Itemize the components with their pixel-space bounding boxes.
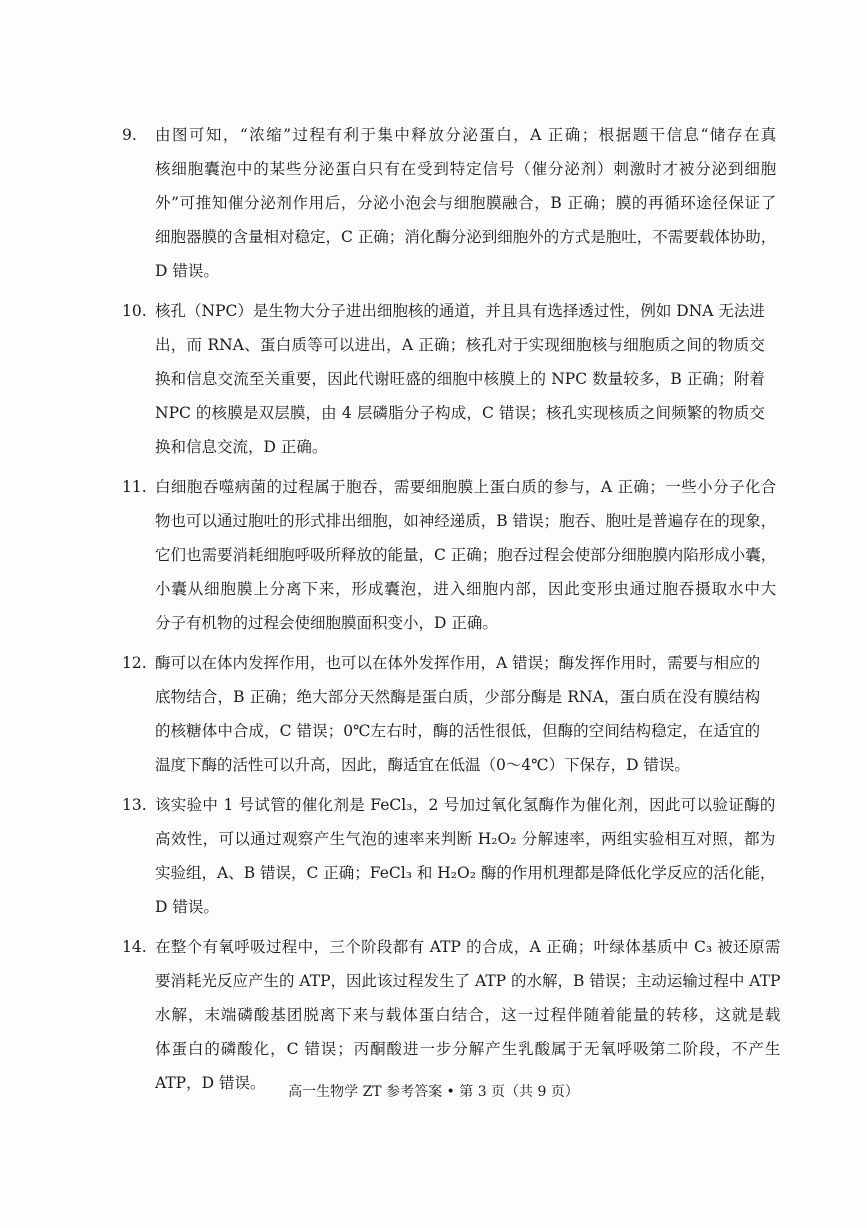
answer-line: ATP，D 错误。 [155,1074,266,1092]
answer-number: 14. [122,938,147,956]
answer-line: 出，而 RNA、蛋白质等可以进出，A 正确；核孔对于实现细胞核与细胞质之间的物质交 [155,336,765,354]
page-footer: 高一生物学 ZT 参考答案 • 第 3 页（共 9 页） [288,1084,579,1100]
answer-number: 10. [122,302,147,320]
answer-line: 分子有机物的过程会使细胞膜面积变小，D 正确。 [155,614,498,632]
answer-line: NPC 的核膜是双层膜，由 4 层磷脂分子构成，C 错误；核孔实现核质之间频繁的物质交 [155,404,765,422]
answer-line: 白细胞吞噬病菌的过程属于胞吞，需要细胞膜上蛋白质的参与，A 正确；一些小分子化合 [155,478,777,496]
answer-list [122,118,781,1106]
answer-item [122,930,781,1100]
answer-text [155,930,780,1100]
answer-text [155,788,775,924]
answer-line: 换和信息交流，D 正确。 [155,438,328,456]
answer-text [155,646,760,782]
answer-line: 实验组，A、B 错误，C 正确；FeCl₃ 和 H₂O₂ 酶的作用机理都是降低化学反应的活化能， [155,864,776,882]
answer-line: 体蛋白的磷酸化，C 错误；丙酮酸进一步分解产生乳酸属于无氧呼吸第二阶段，不产生 [155,1040,781,1058]
answer-item [122,646,761,782]
answer-line: 要消耗光反应产生的 ATP，因此该过程发生了 ATP 的水解，B 错误；主动运输过程中 ATP [155,972,781,990]
answer-number: 11. [122,478,147,496]
answer-line: 该实验中 1 号试管的催化剂是 FeCl₃，2 号加过氧化氢酶作为催化剂，因此可以验证酶的 [155,796,776,814]
answer-number: 12. [122,654,147,672]
answer-line: 核孔（NPC）是生物大分子进出细胞核的通道，并且具有选择透过性，例如 DNA 无法进 [155,302,765,320]
answer-item [122,294,765,464]
answer-line: 它们也需要消耗细胞呼吸所释放的能量，C 正确；胞吞过程会使部分细胞膜内陷形成小囊， [155,546,777,564]
answer-line: 高效性，可以通过观察产生气泡的速率来判断 H₂O₂ 分解速率，两组实验相互对照，都为 [155,830,776,848]
answer-item [122,470,777,640]
answer-line: 细胞器膜的含量相对稳定，C 正确；消化酶分泌到细胞外的方式是胞吐，不需要载体协助， [155,228,777,246]
answer-line: 底物结合，B 正确；绝大部分天然酶是蛋白质，少部分酶是 RNA，蛋白质在没有膜结构 [155,688,761,706]
answer-number: 9. [122,126,137,144]
answer-line: 核细胞囊泡中的某些分泌蛋白只有在受到特定信号（催分泌剂）刺激时才被分泌到细胞 [155,160,777,178]
answer-text [155,118,776,288]
answer-line: 物也可以通过胞吐的形式排出细胞，如神经递质，B 错误；胞吞、胞吐是普遍存在的现象， [155,512,777,530]
answer-item [122,788,776,924]
answer-text [155,294,765,464]
answer-line: 由图可知，“浓缩”过程有利于集中释放分泌蛋白，A 正确；根据题干信息“储存在真 [155,126,777,144]
answer-item [122,118,777,288]
answer-line: 换和信息交流至关重要，因此代谢旺盛的细胞中核膜上的 NPC 数量较多，B 正确；附着 [155,370,765,388]
answer-line: D 错误。 [155,262,219,280]
answer-text [155,470,776,640]
answer-line: 酶可以在体内发挥作用，也可以在体外发挥作用，A 错误；酶发挥作用时，需要与相应的 [155,654,761,672]
answer-line: 小囊从细胞膜上分离下来，形成囊泡，进入细胞内部，因此变形虫通过胞吞摄取水中大 [155,580,777,598]
answer-line: 水解，末端磷酸基团脱离下来与载体蛋白结合，这一过程伴随着能量的转移，这就是载 [155,1006,781,1024]
answer-line: 的核糖体中合成，C 错误；0℃左右时，酶的活性很低，但酶的空间结构稳定，在适宜的 [155,722,761,740]
answer-line: D 错误。 [155,898,219,916]
answer-line: 在整个有氧呼吸过程中，三个阶段都有 ATP 的合成，A 正确；叶绿体基质中 C₃ 被还原需 [155,938,781,956]
answer-line: 温度下酶的活性可以升高，因此，酶适宜在低温（0～4℃）下保存，D 错误。 [155,756,690,774]
answer-number: 13. [122,796,147,814]
answer-line: 外”可推知催分泌剂作用后，分泌小泡会与细胞膜融合，B 正确；膜的再循环途径保证了 [155,194,777,212]
